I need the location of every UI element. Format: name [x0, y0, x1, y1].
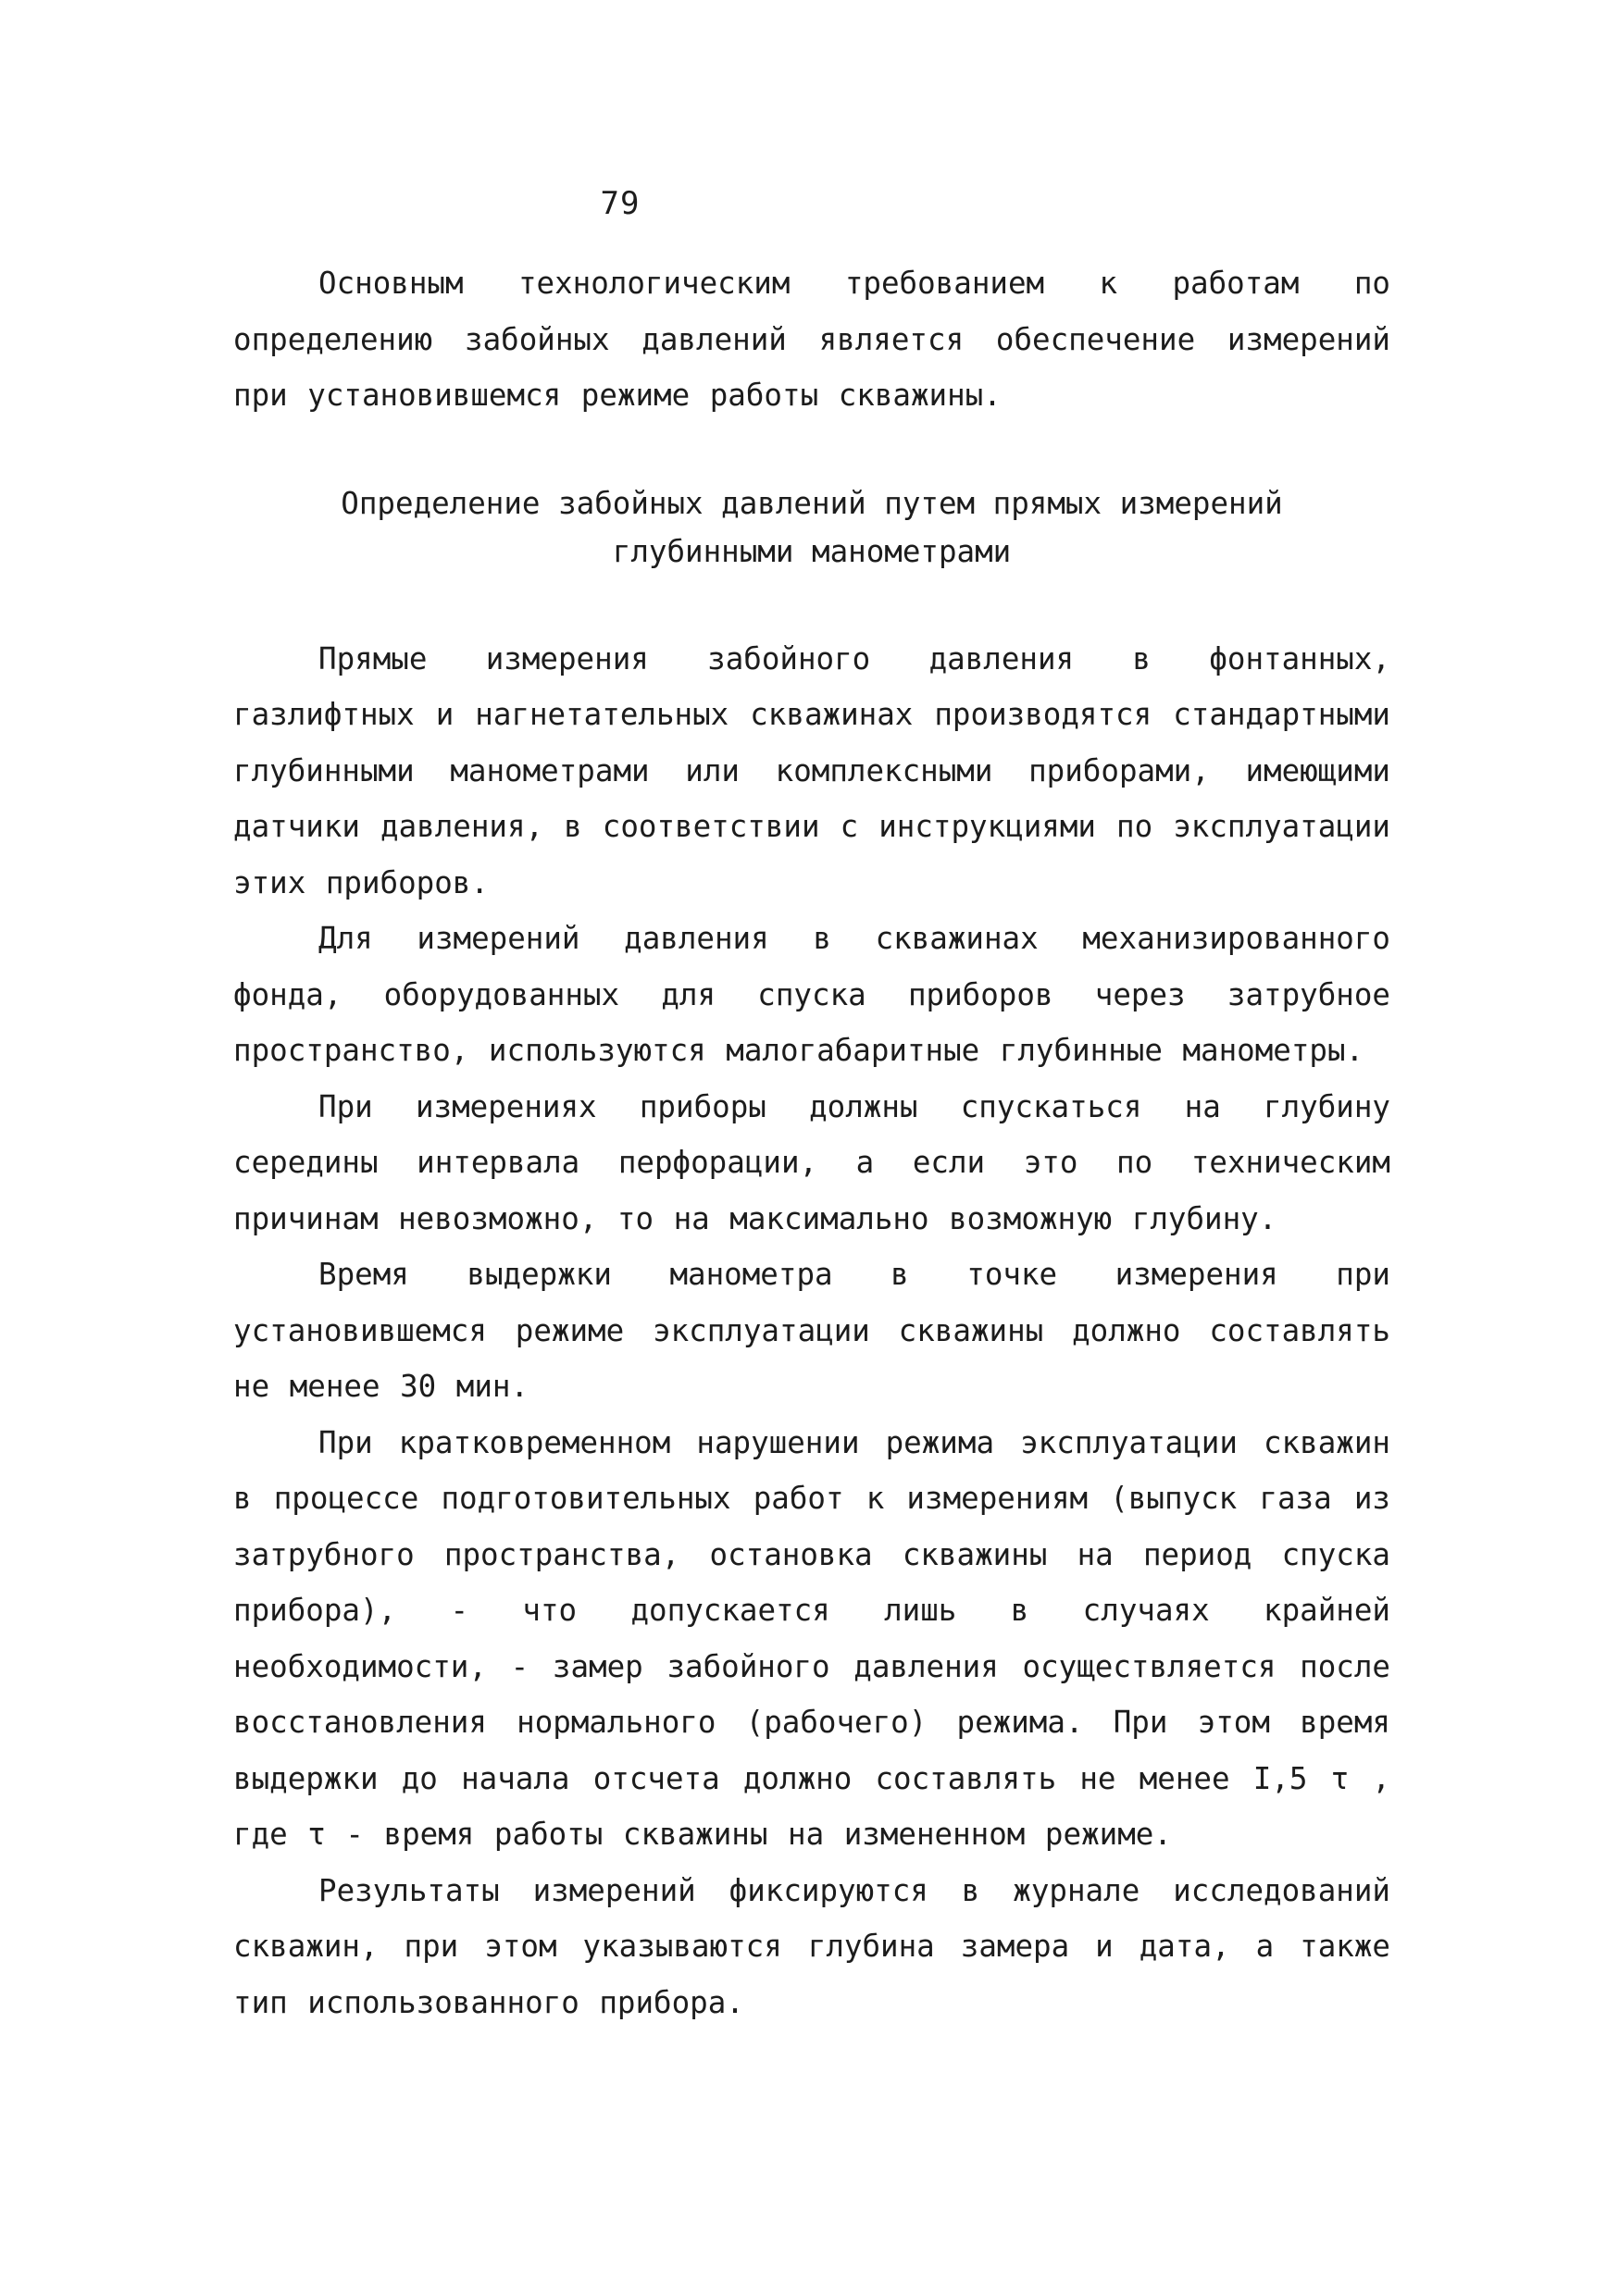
page-body — [233, 255, 1390, 2030]
section-title-line-2: глубинными манометрами — [612, 533, 1012, 569]
paragraph-regime-disruption: При кратковременном нарушении режима эксплуатации скважин в процессе подготовительных работ к измерениям (выпуск газа из затрубного пространства, остановка скважины на период спуска прибора), - что допускается лишь в случаях крайней необходимости, - замер забойного давления осуществляется после восстановления нормального (рабочего) режима. При этом время выдержки до начала отсчета должно составлять не менее I,5 τ , где τ - время работы скважины на измененном режиме. — [233, 1424, 1390, 1852]
intro-paragraph: Основным технологическим требованием к работам по определению забойных давлений является обеспечение измерений при установившемся режиме работы скважины. — [233, 266, 1390, 413]
section-title — [233, 479, 1390, 576]
paragraph-direct-measurements: Прямые измерения забойного давления в фонтанных, газлифтных и нагнетательных скважинах производятся стандартными глубинными манометрами или комплексными приборами, имеющими датчики давления, в соответствии с инструкциями по эксплуатации этих приборов. — [233, 640, 1390, 900]
paragraph-results-logging: Результаты измерений фиксируются в журнале исследований скважин, при этом указываются глубина замера и дата, а также тип использованного прибора. — [233, 1872, 1390, 2020]
paragraph-lowering-depth: При измерениях приборы должны спускаться на глубину середины интервала перфорации, а если это по техническим причинам невозможно, то на максимально возможную глубину. — [233, 1088, 1390, 1236]
section-title-line-1: Определение забойных давлений путем прямых измерений — [341, 485, 1283, 521]
page-number: 79 — [600, 185, 641, 222]
paragraph-holding-time: Время выдержки манометра в точке измерения при установившемся режиме эксплуатации скважины должно составлять не менее 30 мин. — [233, 1257, 1390, 1404]
paragraph-mechanized-wells: Для измерений давления в скважинах механизированного фонда, оборудованных для спуска приборов через затрубное пространство, используются малогабаритные глубинные манометры. — [233, 921, 1390, 1068]
